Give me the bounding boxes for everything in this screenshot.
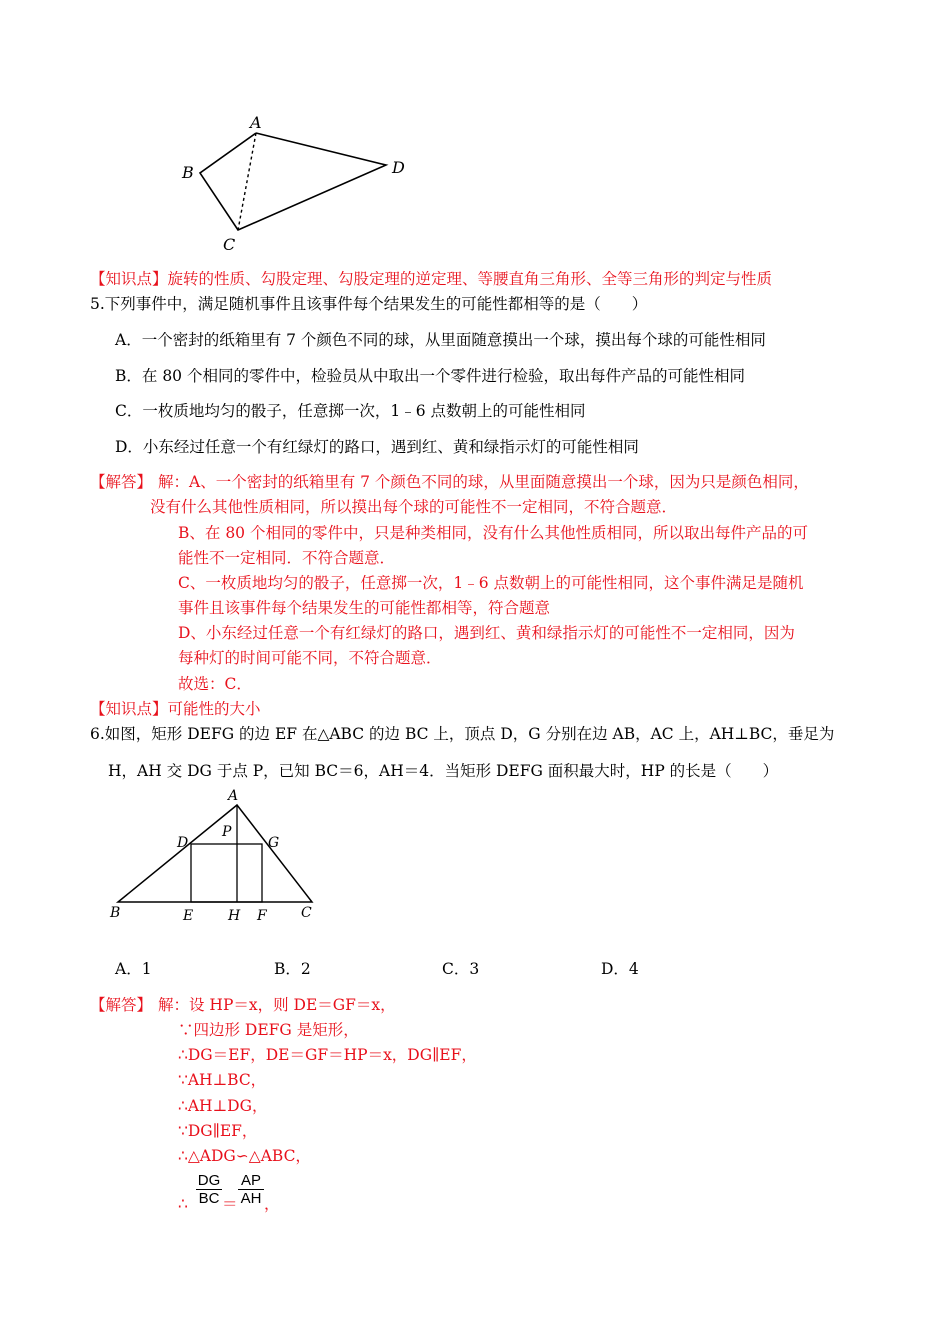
quadrilateral-outline — [200, 133, 386, 230]
q6-solution-tag: 【解答】 — [90, 996, 153, 1014]
rectangle-defg — [191, 844, 262, 902]
knowledge-text: 可能性的大小 — [167, 700, 261, 718]
q5-option-a: A．一个密封的纸箱里有 7 个颜色不同的球，从里面随意摸出一个球，摸出每个球的可能性相同 — [115, 331, 766, 349]
label-d: D — [177, 835, 189, 851]
fraction-denominator: AH — [240, 1190, 262, 1207]
knowledge-tag: 【知识点】 — [90, 270, 168, 288]
label-c: C — [301, 905, 312, 921]
q5-solution-line-1: 解：A、一个密封的纸箱里有 7 个颜色不同的球，从里面随意摸出一个球，因为只是颜色相同， — [158, 473, 809, 491]
q5-solution-line-2: 没有什么其他性质相同，所以摸出每个球的可能性不一定相同，不符合题意． — [150, 498, 678, 516]
q5-stem: 5.下列事件中，满足随机事件且该事件每个结果发生的可能性都相等的是（ ） — [90, 295, 648, 313]
q6-option-c: C．3 — [442, 960, 480, 978]
q5-solution-line-8: 每种灯的时间可能不同，不符合题意． — [178, 649, 442, 667]
q6-solution-line-6: ∵DG∥EF， — [178, 1122, 258, 1140]
knowledge-point-2 — [90, 698, 261, 720]
q5-solution-tag: 【解答】 — [90, 473, 153, 491]
label-a: A — [228, 788, 239, 804]
q6-solution-line-4: ∵AH⊥BC， — [178, 1071, 267, 1089]
q5-option-b: B．在 80 个相同的零件中，检验员从中取出一个零件进行检验，取出每件产品的可能性相同 — [115, 367, 745, 385]
label-c: C — [223, 235, 236, 254]
q5-solution-line-5: C、一枚质地均匀的骰子，任意掷一次，1﹣6 点数朝上的可能性相同，这个事件满足是随机 — [178, 574, 804, 592]
knowledge-tag: 【知识点】 — [90, 700, 168, 718]
figure-quadrilateral-abcd — [170, 105, 420, 265]
q6-fraction-equals: ＝ — [222, 1195, 238, 1213]
q6-solution-line-5: ∴AH⊥DG， — [178, 1097, 268, 1115]
label-d: D — [392, 158, 405, 177]
q6-fraction-prefix: ∴ — [178, 1195, 188, 1213]
q6-option-b: B．2 — [274, 960, 311, 978]
label-p: P — [222, 824, 232, 840]
q6-fraction-suffix: ， — [264, 1195, 280, 1213]
q6-solution-line-7: ∴△ADG∽△ABC， — [178, 1147, 311, 1165]
q5-solution-line-9: 故选：C． — [178, 675, 252, 693]
q6-solution-line-2: ∵四边形 DEFG 是矩形， — [178, 1021, 359, 1039]
q5-solution-line-7: D、小东经过任意一个有红绿灯的路口，遇到红、黄和绿指示灯的可能性不一定相同，因为 — [178, 624, 795, 642]
triangle-abc — [118, 805, 312, 902]
dashed-diagonal-ac — [238, 133, 256, 230]
label-h: H — [228, 908, 241, 924]
q6-option-a: A．1 — [115, 960, 152, 978]
label-b: B — [110, 905, 121, 921]
q6-fraction-1 — [196, 1172, 222, 1207]
fraction-numerator: DG — [197, 1172, 221, 1189]
fraction-denominator: BC — [198, 1190, 220, 1207]
label-a: A — [250, 113, 262, 132]
q6-solution-line-1: 解：设 HP＝x，则 DE＝GF＝x， — [158, 996, 396, 1014]
q5-option-d: D．小东经过任意一个有红绿灯的路口，遇到红、黄和绿指示灯的可能性相同 — [115, 438, 639, 456]
q6-solution-line-3: ∴DG＝EF，DE＝GF＝HP＝x，DG∥EF， — [178, 1046, 477, 1064]
label-e: E — [183, 908, 194, 924]
q6-stem-line-2: H，AH 交 DG 于点 P，已知 BC＝6，AH＝4．当矩形 DEFG 面积最大时，HP 的长是（ ） — [108, 762, 779, 780]
knowledge-point-1 — [90, 268, 772, 290]
q5-solution-line-6: 事件且该事件每个结果发生的可能性都相等，符合题意 — [178, 599, 551, 617]
knowledge-text: 旋转的性质、勾股定理、勾股定理的逆定理、等腰直角三角形、全等三角形的判定与性质 — [167, 270, 773, 288]
q5-solution-line-3: B、在 80 个相同的零件中，只是种类相同，没有什么其他性质相同，所以取出每件产品的可 — [178, 524, 808, 542]
figure-triangle-rectangle — [100, 785, 330, 930]
q6-option-d: D．4 — [601, 960, 639, 978]
q5-solution-line-4: 能性不一定相同．不符合题意． — [178, 549, 396, 567]
label-f: F — [257, 908, 267, 924]
fraction-numerator: AP — [240, 1172, 261, 1189]
label-b: B — [182, 163, 194, 182]
q5-option-c: C．一枚质地均匀的骰子，任意掷一次，1﹣6 点数朝上的可能性相同 — [115, 402, 586, 420]
q6-stem-line-1: 6.如图，矩形 DEFG 的边 EF 在△ABC 的边 BC 上，顶点 D，G 分别在边 AB，AC 上，AH⊥BC，垂足为 — [90, 725, 835, 743]
label-g: G — [268, 835, 280, 851]
q6-fraction-2 — [238, 1172, 264, 1207]
